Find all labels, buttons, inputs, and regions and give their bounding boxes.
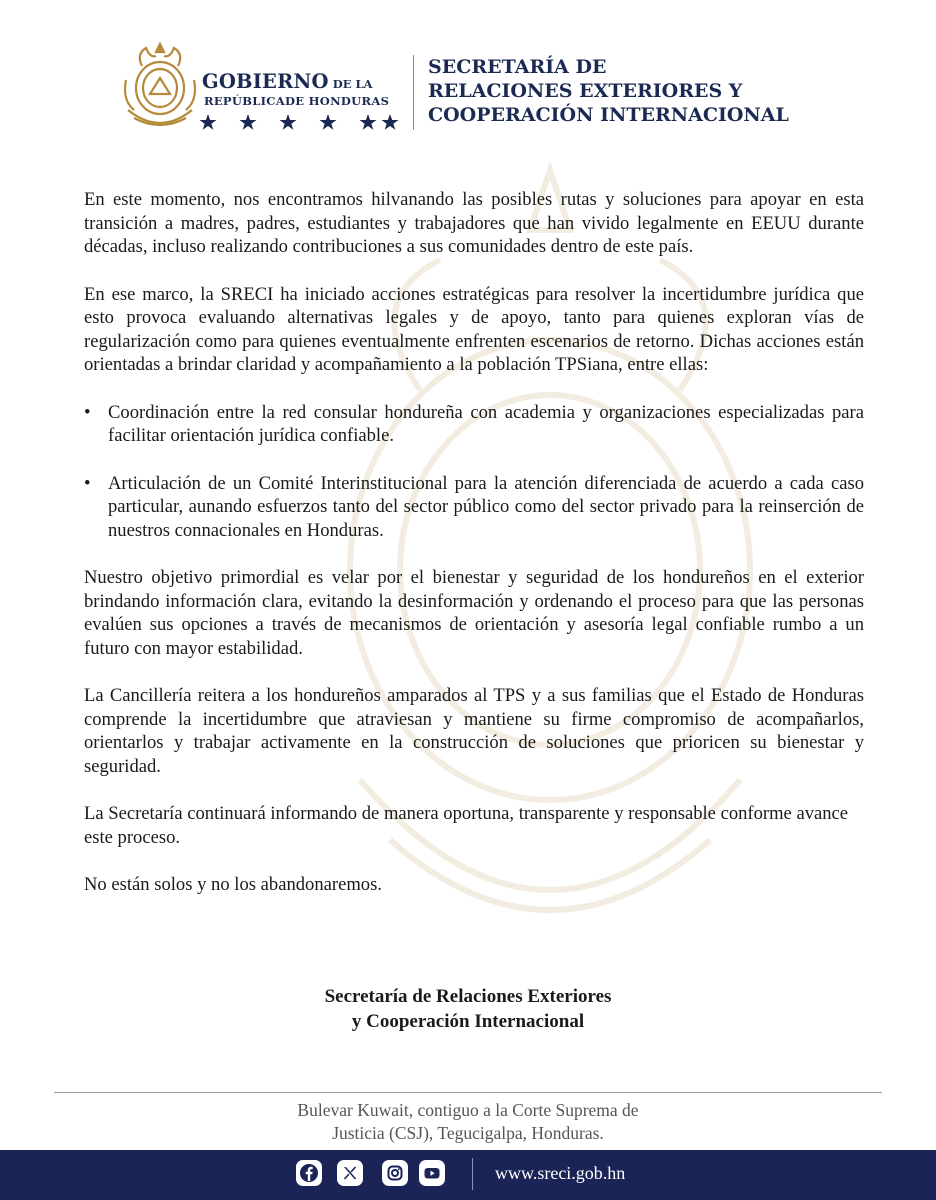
de-la-text: DE LA (332, 77, 373, 91)
bullet-dot: • (84, 472, 91, 494)
signature-block (0, 984, 936, 1034)
facebook-icon[interactable] (296, 1160, 322, 1186)
list-item-text: Coordinación entre la red consular hondureña con academia y organizaciones especializadas para facilitar orientación jurídica confiable. (108, 401, 864, 446)
stars-icon (200, 110, 400, 132)
bullet-list (84, 401, 864, 543)
header-divider (413, 55, 414, 130)
secretaria-title (428, 55, 848, 127)
footer-bar (0, 1150, 936, 1200)
list-item-text: Articulación de un Comité Interinstitucional para la atención diferenciada de acuerdo a cada caso particular, aunando esfuerzos tanto del sector público como del sector privado para la reinserción de nuestros connacionales en Honduras. (108, 472, 864, 541)
paragraph: Nuestro objetivo primordial es velar por el bienestar y seguridad de los hondureños en el exterior brindando información clara, evitando la desinformación y ordenando el proceso para que las personas evalúen sus opciones a través de mecanismos de orientación y asesoría legal confiable rumbo a un futuro con mayor estabilidad. (84, 567, 864, 659)
address-line: Justicia (CSJ), Tegucigalpa, Honduras. (332, 1123, 604, 1143)
paragraph: La Secretaría continuará informando de manera oportuna, transparente y responsable conforme avance este proceso. (84, 803, 849, 848)
secretaria-line: SECRETARÍA DE (428, 56, 607, 78)
list-item (84, 472, 864, 543)
x-icon[interactable] (337, 1160, 363, 1186)
secretaria-line: COOPERACIÓN INTERNACIONAL (428, 104, 789, 126)
letter-body (84, 188, 864, 921)
closing-line: No están solos y no los abandonaremos. (84, 874, 382, 895)
honduras-coat-of-arms-icon (120, 40, 200, 132)
youtube-icon[interactable] (419, 1160, 445, 1186)
paragraph: La Cancillería reitera a los hondureños amparados al TPS y a sus familias que el Estado de Honduras comprende la incertidumbre que atraviesan y mantiene su firme compromiso de acompañarlos, orientarlos y trabajar activamente en la construcción de soluciones que prioricen su bienestar y seguridad. (84, 685, 864, 777)
list-item (84, 401, 864, 448)
instagram-icon[interactable] (382, 1160, 408, 1186)
signature-line: y Cooperación Internacional (351, 1011, 585, 1032)
gobierno-text: GOBIERNO (202, 70, 329, 93)
gobierno-wordmark (202, 70, 373, 93)
address (0, 1099, 936, 1145)
address-line: Bulevar Kuwait, contiguo a la Corte Suprema de (297, 1100, 639, 1120)
footer-separator (472, 1158, 473, 1190)
footer-divider (54, 1092, 882, 1093)
secretaria-line: RELACIONES EXTERIORES Y (428, 80, 743, 102)
bullet-dot: • (84, 401, 91, 423)
paragraph: En ese marco, la SRECI ha iniciado acciones estratégicas para resolver la incertidumbre jurídica que esto provoca evaluando alternativas legales y de apoyo, tanto para quienes exploran vías de regularización como para quienes eventualmente enfrenten escenarios de retorno. Dichas acciones están orientadas a brindar claridad y acompañamiento a la población TPSiana, entre ellas: (84, 283, 864, 375)
republica-text: REPÚBLICADE HONDURAS (204, 94, 390, 108)
website-link[interactable]: www.sreci.gob.hn (495, 1163, 626, 1183)
letterhead (0, 0, 936, 150)
paragraph: En este momento, nos encontramos hilvanando las posibles rutas y soluciones para apoyar en esta transición a madres, padres, estudiantes y trabajadores que han vivido legalmente en EEUU durante décadas, incluso realizando contribuciones a sus comunidades dentro de este país. (84, 189, 864, 257)
signature-line: Secretaría de Relaciones Exteriores (324, 986, 612, 1007)
